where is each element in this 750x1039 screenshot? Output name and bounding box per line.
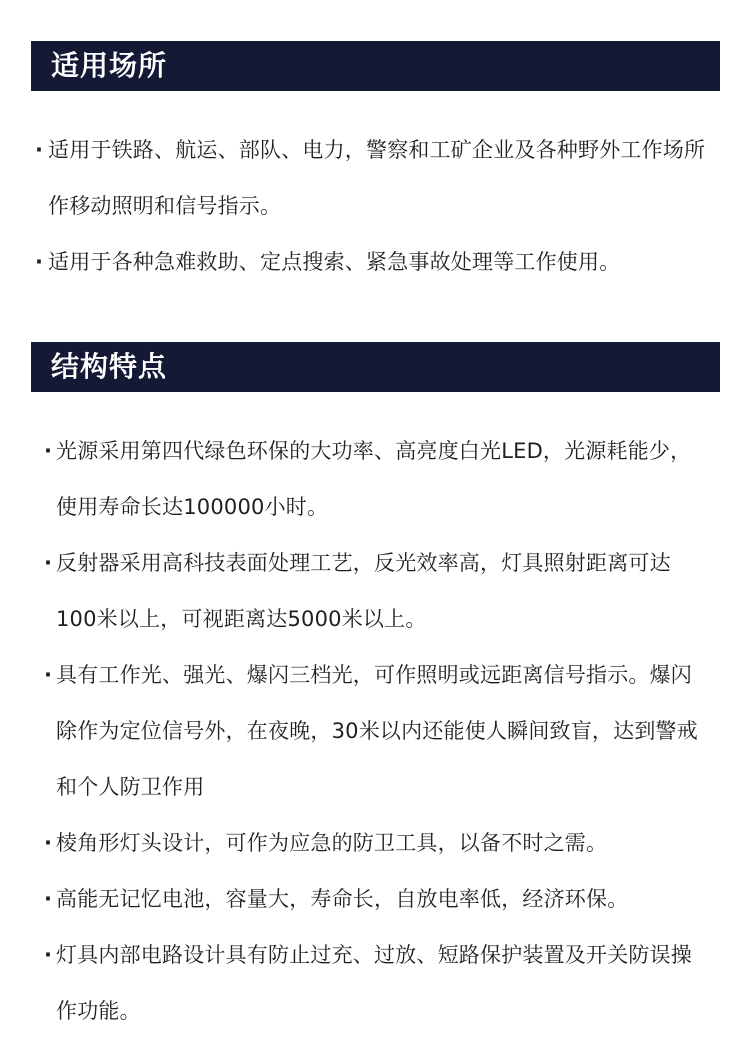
list-item [0, 122, 750, 234]
bullet-marker: · [44, 439, 53, 463]
bullet-marker: · [44, 887, 53, 911]
list-item [0, 815, 750, 871]
list-item [0, 234, 750, 290]
list-item-text: 灯具内部电路设计具有防止过充、过放、短路保护装置及开关防误操作功能。 [56, 943, 692, 1023]
list-item-text: 棱角形灯头设计，可作为应急的防卫工具，以备不时之需。 [56, 831, 608, 855]
bullet-marker: · [44, 831, 53, 855]
bullet-marker: · [44, 943, 53, 967]
list-item [0, 535, 750, 647]
bullet-marker: · [44, 663, 53, 687]
list-item [0, 647, 750, 815]
list-item-text: 光源采用第四代绿色环保的大功率、高亮度白光LED，光源耗能少，使用寿命长达100000小时。 [56, 439, 692, 519]
list-item-text: 适用于铁路、航运、部队、电力，警察和工矿企业及各种野外工作场所作移动照明和信号指示。 [48, 138, 706, 218]
features-list [0, 423, 750, 1039]
list-item [0, 927, 750, 1039]
list-item [0, 423, 750, 535]
bullet-marker: · [35, 250, 44, 274]
section-header-applications [31, 41, 720, 91]
bullet-marker: · [35, 138, 44, 162]
list-item-text: 反射器采用高科技表面处理工艺，反光效率高，灯具照射距离可达100米以上，可视距离达5000米以上。 [56, 551, 671, 631]
list-item [0, 871, 750, 927]
section-header-features [31, 342, 720, 392]
bullet-marker: · [44, 551, 53, 575]
list-item-text: 高能无记忆电池，容量大，寿命长，自放电率低，经济环保。 [56, 887, 629, 911]
list-item-text: 具有工作光、强光、爆闪三档光，可作照明或远距离信号指示。爆闪除作为定位信号外，在夜晚，30米以内还能使人瞬间致盲，达到警戒和个人防卫作用 [56, 663, 698, 799]
list-item-text: 适用于各种急难救助、定点搜索、紧急事故处理等工作使用。 [48, 250, 621, 274]
applications-list [0, 122, 750, 290]
section-title: 结构特点 [51, 350, 168, 383]
section-title: 适用场所 [51, 49, 168, 82]
